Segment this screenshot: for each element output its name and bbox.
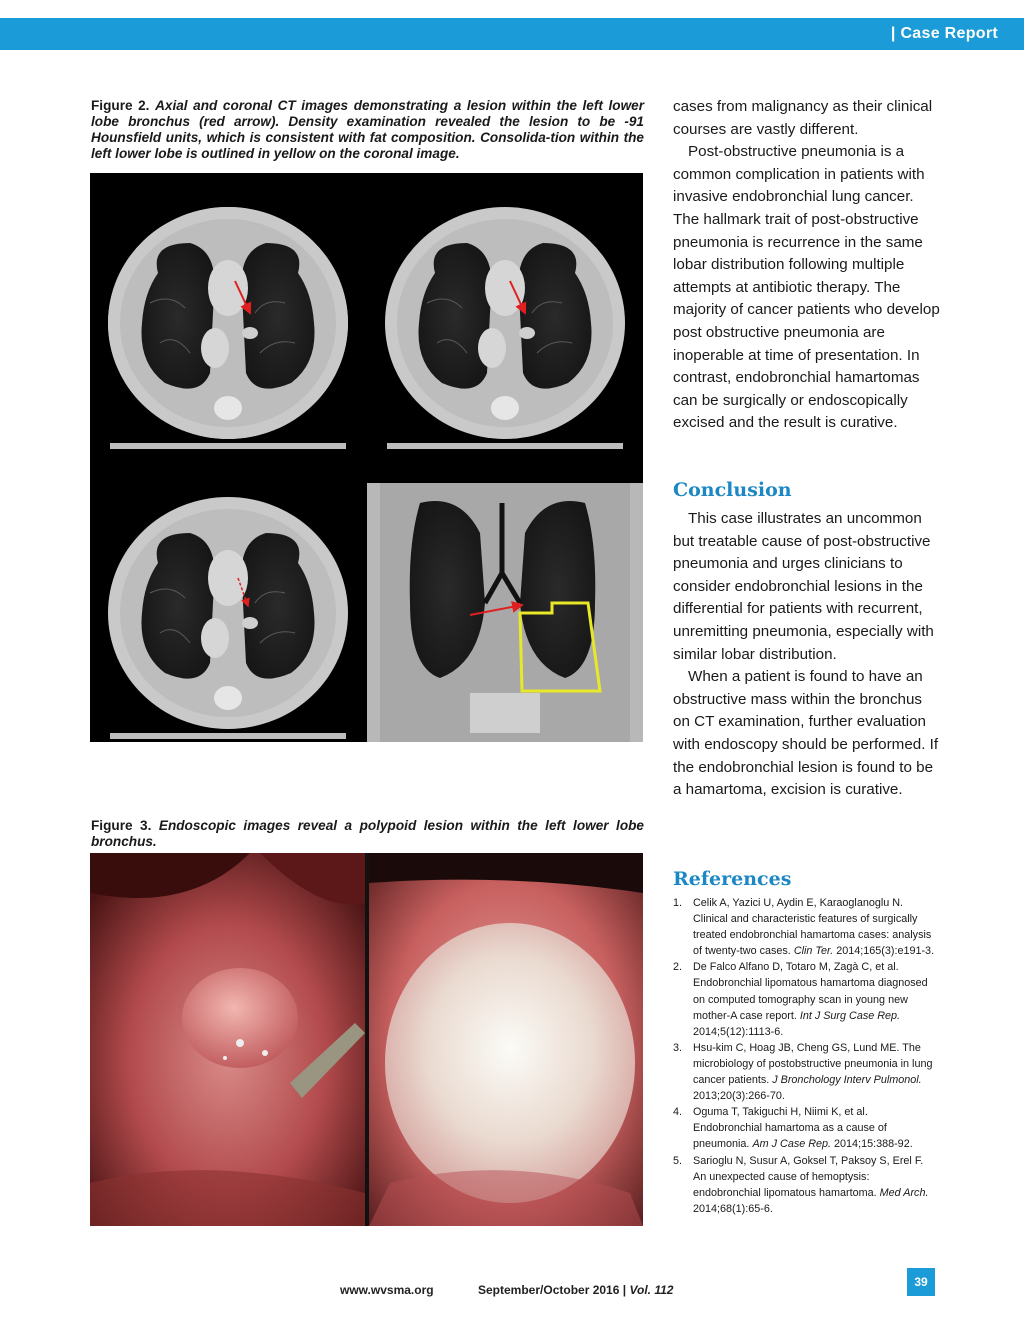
- body-text-intro: [673, 96, 943, 435]
- figure-3-caption: [91, 818, 644, 850]
- figure-3-caption-text: Endoscopic images reveal a polypoid lesion within the left lower lobe bronchus.: [91, 818, 644, 849]
- reference-list: [673, 895, 935, 1217]
- conclusion-heading: Conclusion: [673, 479, 792, 501]
- page-number: 39: [907, 1268, 935, 1296]
- conclusion-text: [673, 508, 943, 802]
- figure-2-caption: [91, 98, 644, 162]
- figure-3-endoscopy-images: [90, 853, 643, 1226]
- reference-item: 4. Oguma T, Takiguchi H, Niimi K, et al. Endobronchial hamartoma as a cause of pneumonia. Am J Case Rep. 2014;15:388-92.: [673, 1106, 913, 1151]
- reference-item: 5. Sarioglu N, Susur A, Goksel T, Paksoy S, Erel F. An unexpected cause of hemoptysis: endobronchial lipomatous hamartoma. Med Arch. 2014;68(1):65-6.: [673, 1154, 929, 1215]
- endoscopy-right: [369, 853, 643, 1226]
- ct-scan-composite: [90, 173, 643, 742]
- reference-item: 2. De Falco Alfano D, Totaro M, Zagà C, et al. Endobronchial lipomatous hamartoma diagnosed on computed tomography scan in young new mother-A case report. Int J Surg Case Rep. 2014;5(12):1113-6.: [673, 961, 928, 1038]
- footer-website: www.wvsma.org: [340, 1283, 434, 1297]
- paragraph: When a patient is found to have an obstructive mass within the bronchus on CT examination, further evaluation with endoscopy should be performed. If the endobronchial lesion is found to be a hamartoma, excision is curative.: [673, 668, 939, 799]
- figure-2-caption-text: Axial and coronal CT images demonstrating a lesion within the left lower lobe bronchus (red arrow). Density examination revealed the lesion to be -91 Hounsfield units, which is consistent with fat composition. Consolida-tion within the left lower lobe is outlined in yellow on the coronal image.: [91, 98, 644, 161]
- reference-item: 1. Celik A, Yazici U, Aydin E, Karaoglanoglu N. Clinical and characteristic features of surgically treated endobronchial hamartoma cases: analysis of twenty-two cases. Clin Ter. 2014;165(3):e191-3.: [673, 897, 935, 958]
- figure-3-label: Figure 3.: [91, 818, 152, 833]
- figure-2-label: Figure 2.: [91, 98, 150, 113]
- endoscopy-composite: [90, 853, 643, 1226]
- footer-issue: September/October 2016 | Vol. 112: [478, 1283, 674, 1297]
- section-label: | Case Report: [890, 25, 998, 42]
- endoscopy-left: [90, 853, 365, 1226]
- paragraph: cases from malignancy as their clinical courses are vastly different.: [673, 98, 933, 138]
- coronal-ct-panel: [367, 483, 643, 742]
- references-heading: References: [673, 868, 792, 890]
- header-bar: [0, 18, 1024, 50]
- paragraph: This case illustrates an uncommon but treatable cause of post-obstructive pneumonia and urges clinicians to consider endobronchial lesions in the differential for patients with recurrent, unremitting pneumonia, especially with similar lobar distribution.: [673, 510, 934, 663]
- paragraph: Post-obstructive pneumonia is a common complication in patients with invasive endobronchial lung cancer. The hallmark trait of post-obstructive pneumonia is recurrence in the same lobar distribution following multiple attempts at antibiotic therapy. The majority of cancer patients who develop post obstructive pneumonia are inoperable at time of presentation. In contrast, endobronchial hamartomas can be surgically or endoscopically excised and the result is curative.: [673, 143, 940, 432]
- figure-2-ct-images: [90, 173, 643, 742]
- reference-item: 3. Hsu-kim C, Hoag JB, Cheng GS, Lund ME. The microbiology of postobstructive pneumonia in lung cancer patients. J Bronchology Interv Pulmonol. 2013;20(3):266-70.: [673, 1041, 933, 1103]
